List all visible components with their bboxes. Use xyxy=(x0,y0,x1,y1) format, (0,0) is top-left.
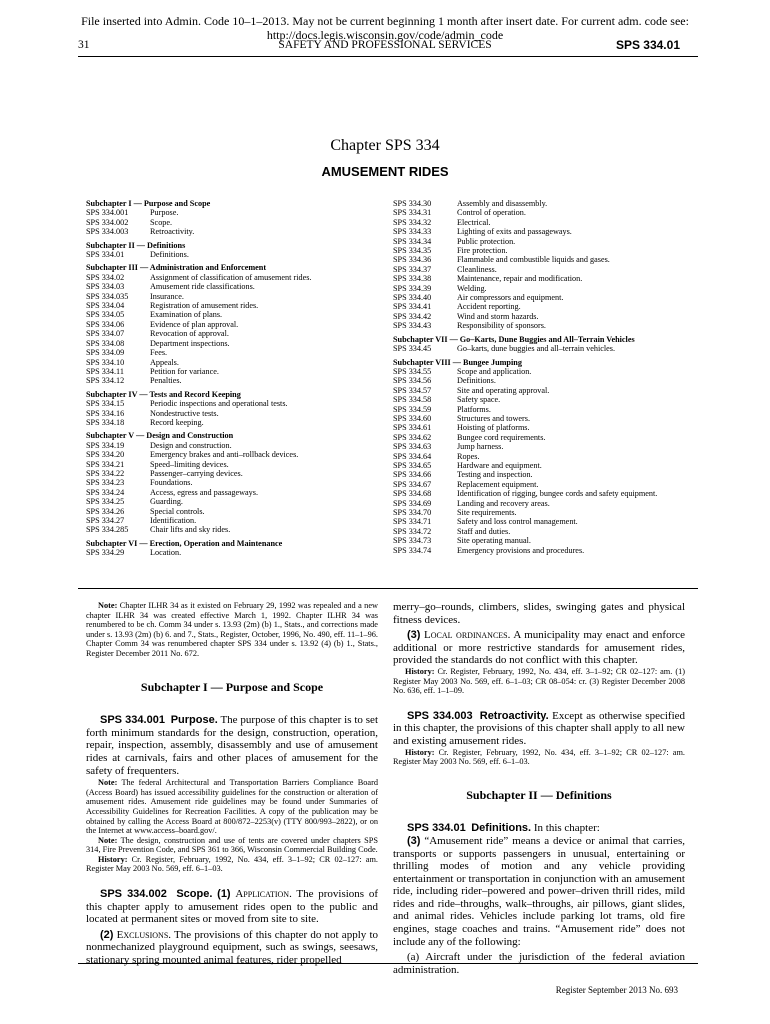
toc-section-title: Insurance. xyxy=(150,291,184,301)
toc-section-number: SPS 334.73 xyxy=(393,536,432,546)
toc-subchapter-heading: Subchapter II — Definitions xyxy=(86,240,186,250)
toc-section-title: Bungee cord requirements. xyxy=(457,432,546,442)
toc-entry xyxy=(86,418,386,427)
insert-notice-line1: File inserted into Admin. Code 10–1–2013. May not be current beginning 1 month after insert date. For current adm. code see: xyxy=(81,14,689,28)
toc-section-title: Lighting of exits and passageways. xyxy=(457,227,572,237)
toc-entry xyxy=(86,460,386,469)
page-number: 31 xyxy=(78,39,90,51)
toc-section-number: SPS 334.24 xyxy=(86,487,125,497)
section-334-002: SPS 334.002 Scope. (1) Application. The provisions of this chapter apply to amusement rides open to the public and located at permanent sites or moved from site to site. xyxy=(86,888,378,926)
toc-entry xyxy=(393,208,703,217)
toc-section-title: Definitions. xyxy=(457,376,496,386)
exclusions-continued: merry–go–rounds, climbers, slides, swinging gates and physical fitness devices. xyxy=(393,601,685,626)
toc-section-number: SPS 334.62 xyxy=(393,432,432,442)
body-left-column xyxy=(86,601,378,967)
toc-section-number: SPS 334.09 xyxy=(86,348,125,358)
toc-section-title: Passenger–carrying devices. xyxy=(150,468,243,478)
toc-right-column xyxy=(393,199,703,555)
toc-section-title: Structures and towers. xyxy=(457,413,530,423)
toc-section-title: Site operating manual. xyxy=(457,536,531,546)
toc-section-number: SPS 334.32 xyxy=(393,217,432,227)
toc-section-title: Identification. xyxy=(150,516,197,525)
toc-section-number: SPS 334.285 xyxy=(86,525,129,535)
toc-section-number: SPS 334.72 xyxy=(393,526,432,536)
toc-section-title: Guarding. xyxy=(150,497,183,507)
toc-section-title: Nondestructive tests. xyxy=(150,408,219,418)
toc-section-title: Testing and inspection. xyxy=(457,470,533,480)
toc-section-number: SPS 334.27 xyxy=(86,516,125,525)
toc-entry xyxy=(393,499,703,508)
toc-section-number: SPS 334.58 xyxy=(393,395,432,405)
toc-entry xyxy=(86,450,386,459)
definition-amusement-ride-a: (a) Aircraft under the jurisdiction of the federal aviation administration. xyxy=(393,951,685,976)
toc-entry xyxy=(86,320,386,329)
toc-section-title: Amusement ride classifications. xyxy=(150,282,255,292)
toc-section-title: Hardware and equipment. xyxy=(457,460,542,470)
body-right-column xyxy=(393,601,685,976)
toc-section-number: SPS 334.03 xyxy=(86,282,125,292)
toc-entry xyxy=(393,536,703,545)
toc-section-title: Foundations. xyxy=(150,478,193,488)
toc-section-number: SPS 334.11 xyxy=(86,366,124,376)
toc-section-number: SPS 334.35 xyxy=(393,246,432,256)
toc-entry xyxy=(393,237,703,246)
toc-section-title: Air compressors and equipment. xyxy=(457,293,564,303)
toc-section-number: SPS 334.33 xyxy=(393,227,432,237)
toc-section-number: SPS 334.01 xyxy=(86,250,125,260)
toc-section-number: SPS 334.20 xyxy=(86,450,125,460)
toc-entry xyxy=(86,273,386,282)
toc-entry xyxy=(86,376,386,385)
toc-entry xyxy=(86,282,386,291)
toc-entry xyxy=(393,395,703,404)
toc-entry xyxy=(393,508,703,517)
toc-section-title: Access, egress and passageways. xyxy=(150,487,258,497)
toc-section-title: Cleanliness. xyxy=(457,264,497,274)
toc-subchapter-heading: Subchapter IV — Tests and Record Keeping xyxy=(86,389,241,399)
toc-entry xyxy=(86,469,386,478)
toc-entry xyxy=(393,227,703,236)
toc-section-title: Fire protection. xyxy=(457,246,508,256)
toc-entry xyxy=(86,488,386,497)
toc-section-title: Platforms. xyxy=(457,404,491,414)
toc-left-column xyxy=(86,199,386,558)
toc-entry xyxy=(393,452,703,461)
toc-section-title: Wind and storm hazards. xyxy=(457,311,539,321)
toc-section-number: SPS 334.21 xyxy=(86,459,125,469)
header-rule xyxy=(78,56,698,57)
toc-section-title: Periodic inspections and operational tests. xyxy=(150,399,288,409)
toc-section-title: Purpose. xyxy=(150,208,179,218)
toc-section-number: SPS 334.23 xyxy=(86,478,125,488)
toc-entry xyxy=(86,399,386,408)
toc-section-number: SPS 334.34 xyxy=(393,236,432,246)
toc-section-title: Welding. xyxy=(457,283,487,293)
history-334-002: History: Cr. Register, February, 1992, No. 434, eff. 3–1–92; CR 02–127: am. (1) Register May 2003 No. 569, eff. 6–1–03; CR 08–054: cr. (3) Register December 2008 No. 636, eff. 1–1–09. xyxy=(393,666,685,696)
chapter-note: Note: Chapter ILHR 34 as it existed on February 29, 1992 was repealed and a new chapter ILHR 34 was created effective March 1, 1992. Chapter ILHR 34 was renumbered to be ch. Comm 34 under s. 13.93 (2m) (b) 1., Stats., and corrections made under s. 13.93 (2m) (b) 6. and 7., Stats., Register, October, 1996, No. 490, eff. 11–1–96. Chapter Comm 34 was renumbered chapter SPS 334 under s. 13.92 (4) (b) 1., Stats., Register December 2011 No. 672. xyxy=(86,601,378,658)
toc-section-title: Replacement equipment. xyxy=(457,479,539,489)
toc-section-number: SPS 334.43 xyxy=(393,321,432,331)
insert-notice-url: http://docs.legis.wisconsin.gov/code/admin_code xyxy=(266,28,504,42)
toc-entry xyxy=(393,199,703,208)
toc-section-title: Ropes. xyxy=(457,451,480,461)
toc-entry xyxy=(393,480,703,489)
section-334-003: SPS 334.003 Retroactivity. Except as otherwise specified in this chapter, the provisions of this chapter shall apply to all new and existing amusement rides. xyxy=(393,709,686,747)
toc-section-title: Assembly and disassembly. xyxy=(457,199,548,208)
toc-entry xyxy=(86,548,386,557)
toc-section-number: SPS 334.02 xyxy=(86,272,125,282)
toc-section-number: SPS 334.59 xyxy=(393,404,432,414)
toc-section-title: Emergency provisions and procedures. xyxy=(457,545,585,555)
chapter-number: Chapter SPS 334 xyxy=(330,137,440,154)
toc-subchapter-heading: Subchapter I — Purpose and Scope xyxy=(86,199,211,208)
toc-entry xyxy=(393,442,703,451)
toc-entry xyxy=(393,423,703,432)
toc-section-title: Maintenance, repair and modification. xyxy=(457,274,583,284)
definition-amusement-ride: (3) “Amusement ride” means a device or animal that carries, transports or supports passengers in unusual, entertaining or thrilling modes of motion and any vehicle providing entertainment or transportation in conjunction with an amusement ride, including rider–powered and power–driven thrill rides, mild rides and ride–throughs, walk–throughs, air pillows, giant slides, and animal rides. Vehicles include parking lot trams, old fire engines, stage coaches and trains. “Amusement ride” does not include any of the following: xyxy=(393,834,685,948)
toc-section-title: Special controls. xyxy=(150,506,205,516)
accessibility-note: Note: The federal Architectural and Transportation Barriers Compliance Board (Access Board) has issued accessibility guidelines for the construction or alteration of amusement rides. Amusement ride guidelines may be found under Summaries of Accessibility Guidelines for Recreation Facilities. A copy of the publication may be obtained by calling the Access Board at 800/872–2253(v) (TTY 800/993–2822), or on the Internet at www.access–board.gov/. xyxy=(86,778,378,836)
toc-entry xyxy=(393,293,703,302)
tents-note: Note: The design, construction and use of tents are covered under chapters SPS 314, Fire Prevention Code, and SPS 361 to 366, Wisconsin Commercial Building Code. xyxy=(86,835,378,855)
footer-rule xyxy=(78,963,698,964)
running-head: SAFETY AND PROFESSIONAL SERVICES xyxy=(278,39,492,51)
toc-section-number: SPS 334.42 xyxy=(393,311,432,321)
toc-section-title: Safety and loss control management. xyxy=(457,517,578,527)
toc-section-title: Landing and recovery areas. xyxy=(457,498,550,508)
toc-entry xyxy=(393,344,703,353)
toc-entry xyxy=(86,250,386,259)
toc-entry xyxy=(86,367,386,376)
toc-section-title: Scope. xyxy=(150,217,173,227)
toc-section-number: SPS 334.71 xyxy=(393,517,432,527)
toc-section-number: SPS 334.69 xyxy=(393,498,432,508)
toc-entry xyxy=(86,208,386,217)
toc-section-title: Staff and duties. xyxy=(457,526,511,536)
toc-entry xyxy=(86,218,386,227)
toc-section-title: Retroactivity. xyxy=(150,227,195,237)
toc-entry xyxy=(393,302,703,311)
toc-section-number: SPS 334.12 xyxy=(86,376,125,386)
toc-section-title: Petition for variance. xyxy=(150,366,219,376)
toc-section-title: Penalties. xyxy=(150,376,182,386)
toc-entry xyxy=(86,339,386,348)
toc-entry xyxy=(393,470,703,479)
toc-entry xyxy=(86,292,386,301)
toc-entry xyxy=(393,218,703,227)
toc-section-number: SPS 334.57 xyxy=(393,385,432,395)
toc-section-title: Revocation of approval. xyxy=(150,329,229,339)
toc-entry xyxy=(86,310,386,319)
toc-section-number: SPS 334.16 xyxy=(86,408,125,418)
toc-entry xyxy=(86,478,386,487)
toc-subchapter-heading: Subchapter III — Administration and Enforcement xyxy=(86,263,267,273)
toc-section-number: SPS 334.003 xyxy=(86,227,129,237)
toc-rule xyxy=(78,588,698,589)
toc-entry xyxy=(86,516,386,525)
toc-section-title: Scope and application. xyxy=(457,366,532,376)
toc-section-number: SPS 334.05 xyxy=(86,310,125,320)
toc-section-title: Electrical. xyxy=(457,217,491,227)
toc-section-number: SPS 334.22 xyxy=(86,468,125,478)
toc-section-title: Speed–limiting devices. xyxy=(150,459,229,469)
toc-section-number: SPS 334.56 xyxy=(393,376,432,386)
toc-entry xyxy=(86,441,386,450)
toc-entry xyxy=(393,376,703,385)
toc-section-number: SPS 334.70 xyxy=(393,508,432,517)
toc-section-title: Definitions. xyxy=(150,250,189,260)
toc-section-number: SPS 334.035 xyxy=(86,291,129,301)
toc-section-number: SPS 334.65 xyxy=(393,460,432,470)
toc-section-title: Registration of amusement rides. xyxy=(150,301,259,311)
toc-entry xyxy=(393,284,703,293)
toc-section-number: SPS 334.36 xyxy=(393,255,432,265)
toc-entry xyxy=(393,265,703,274)
toc-section-title: Fees. xyxy=(150,348,168,358)
chapter-title: AMUSEMENT RIDES xyxy=(321,164,449,179)
toc-section-title: Evidence of plan approval. xyxy=(150,319,239,329)
section-334-002-2: (2) Exclusions. The provisions of this chapter do not apply to nonmechanized playground equipment, such as swings, seesaws, stationary spring mounted animal features, rider propelled xyxy=(86,928,379,967)
toc-entry xyxy=(393,433,703,442)
toc-section-number: SPS 334.15 xyxy=(86,399,125,409)
toc-entry xyxy=(393,414,703,423)
toc-entry xyxy=(393,255,703,264)
toc-section-number: SPS 334.19 xyxy=(86,440,125,450)
toc-entry xyxy=(393,246,703,255)
toc-section-title: Site and operating approval. xyxy=(457,385,550,395)
toc-section-number: SPS 334.61 xyxy=(393,423,432,433)
toc-entry xyxy=(86,301,386,310)
section-334-002-3: (3) Local ordinances. A municipality may enact and enforce additional or more restrictive standards for amusement rides, provided the standards do not conflict with this chapter. xyxy=(393,629,685,667)
toc-subchapter-heading: Subchapter VI — Erection, Operation and Maintenance xyxy=(86,538,283,548)
toc-subchapter-heading: Subchapter VII — Go–Karts, Dune Buggies and All–Terrain Vehicles xyxy=(393,334,635,344)
toc-section-number: SPS 334.07 xyxy=(86,329,125,339)
toc-entry xyxy=(393,489,703,498)
toc-entry xyxy=(86,525,386,534)
toc-section-number: SPS 334.002 xyxy=(86,217,129,227)
toc-section-title: Examination of plans. xyxy=(150,310,223,320)
history-334-001: History: Cr. Register, February, 1992, No. 434, eff. 3–1–92; CR 02–127: am. Register May 2003 No. 569, eff. 6–1–03. xyxy=(86,854,378,874)
toc-section-number: SPS 334.37 xyxy=(393,264,432,274)
toc-section-title: Appeals. xyxy=(150,357,179,367)
toc-section-number: SPS 334.45 xyxy=(393,344,432,354)
toc-entry xyxy=(86,227,386,236)
toc-section-number: SPS 334.04 xyxy=(86,301,125,311)
toc-section-title: Flammable and combustible liquids and gases. xyxy=(457,255,610,265)
toc-section-title: Hoisting of platforms. xyxy=(457,423,530,433)
toc-section-title: Safety space. xyxy=(457,395,501,405)
section-334-01: SPS 334.01 Definitions. In this chapter: xyxy=(407,822,600,835)
toc-section-number: SPS 334.74 xyxy=(393,545,432,555)
toc-section-title: Assignment of classification of amusement rides. xyxy=(150,272,312,282)
toc-entry xyxy=(393,312,703,321)
toc-section-title: Emergency brakes and anti–rollback devices. xyxy=(150,450,299,460)
toc-entry xyxy=(393,367,703,376)
history-334-003: History: Cr. Register, February, 1992, No. 434, eff. 3–1–92; CR 02–127: am. Register May 2003 No. 569, eff. 6–1–03. xyxy=(393,747,685,767)
toc-entry xyxy=(393,517,703,526)
toc-entry xyxy=(393,461,703,470)
toc-section-number: SPS 334.38 xyxy=(393,274,432,284)
toc-section-number: SPS 334.67 xyxy=(393,479,432,489)
toc-entry xyxy=(86,497,386,506)
subchapter-1-heading: Subchapter I — Purpose and Scope xyxy=(140,679,324,694)
toc-section-title: Accident reporting. xyxy=(457,302,521,312)
toc-section-title: Location. xyxy=(150,548,182,558)
toc-section-title: Department inspections. xyxy=(150,338,230,348)
section-label: SPS 334.01 xyxy=(615,38,680,52)
toc-entry xyxy=(393,546,703,555)
toc-subchapter-heading: Subchapter VIII — Bungee Jumping xyxy=(393,357,522,367)
toc-entry xyxy=(86,409,386,418)
toc-entry xyxy=(86,348,386,357)
toc-section-title: Identification of rigging, bungee cords and safety equipment. xyxy=(457,489,658,499)
toc-subchapter-heading: Subchapter V — Design and Construction xyxy=(86,431,234,441)
toc-entry xyxy=(393,527,703,536)
register-footer: Register September 2013 No. 693 xyxy=(555,985,678,995)
toc-section-title: Chair lifts and sky rides. xyxy=(150,525,231,535)
toc-entry xyxy=(86,507,386,516)
section-334-001: SPS 334.001 Purpose. The purpose of this chapter is to set forth minimum standards for the design, construction, operation, repair, inspection, assembly, disassembly and use of amusement rides at carnivals, fairs and other places of amusement for the safety of frequenters. xyxy=(86,714,378,777)
toc-section-number: SPS 334.18 xyxy=(86,417,125,427)
toc-section-number: SPS 334.39 xyxy=(393,283,432,293)
toc-section-title: Public protection. xyxy=(457,236,516,246)
toc-section-number: SPS 334.63 xyxy=(393,442,432,452)
toc-section-title: Design and construction. xyxy=(150,440,232,450)
toc-section-title: Jump harness. xyxy=(457,442,504,452)
toc-section-title: Record keeping. xyxy=(150,417,204,427)
toc-section-number: SPS 334.41 xyxy=(393,302,432,312)
toc-entry xyxy=(393,386,703,395)
toc-section-number: SPS 334.68 xyxy=(393,489,432,499)
toc-section-number: SPS 334.26 xyxy=(86,506,125,516)
toc-section-number: SPS 334.29 xyxy=(86,548,125,558)
toc-section-number: SPS 334.30 xyxy=(393,199,432,208)
toc-entry xyxy=(86,329,386,338)
toc-section-number: SPS 334.31 xyxy=(393,208,432,218)
toc-entry xyxy=(393,405,703,414)
toc-section-title: Control of operation. xyxy=(457,208,526,218)
toc-section-title: Site requirements. xyxy=(457,508,517,517)
toc-section-number: SPS 334.001 xyxy=(86,208,129,218)
subchapter-2-heading: Subchapter II — Definitions xyxy=(466,787,612,802)
toc-entry xyxy=(393,274,703,283)
toc-entry xyxy=(393,321,703,330)
toc-section-number: SPS 334.64 xyxy=(393,451,432,461)
toc-section-number: SPS 334.06 xyxy=(86,319,125,329)
toc-section-number: SPS 334.66 xyxy=(393,470,432,480)
toc-section-number: SPS 334.25 xyxy=(86,497,125,507)
toc-section-number: SPS 334.40 xyxy=(393,293,432,303)
toc-entry xyxy=(86,358,386,367)
toc-section-number: SPS 334.55 xyxy=(393,366,432,376)
toc-section-title: Responsibility of sponsors. xyxy=(457,321,546,331)
toc-section-number: SPS 334.08 xyxy=(86,338,125,348)
toc-section-number: SPS 334.60 xyxy=(393,413,432,423)
toc-section-number: SPS 334.10 xyxy=(86,357,125,367)
toc-section-title: Go–karts, dune buggies and all–terrain vehicles. xyxy=(457,344,616,354)
